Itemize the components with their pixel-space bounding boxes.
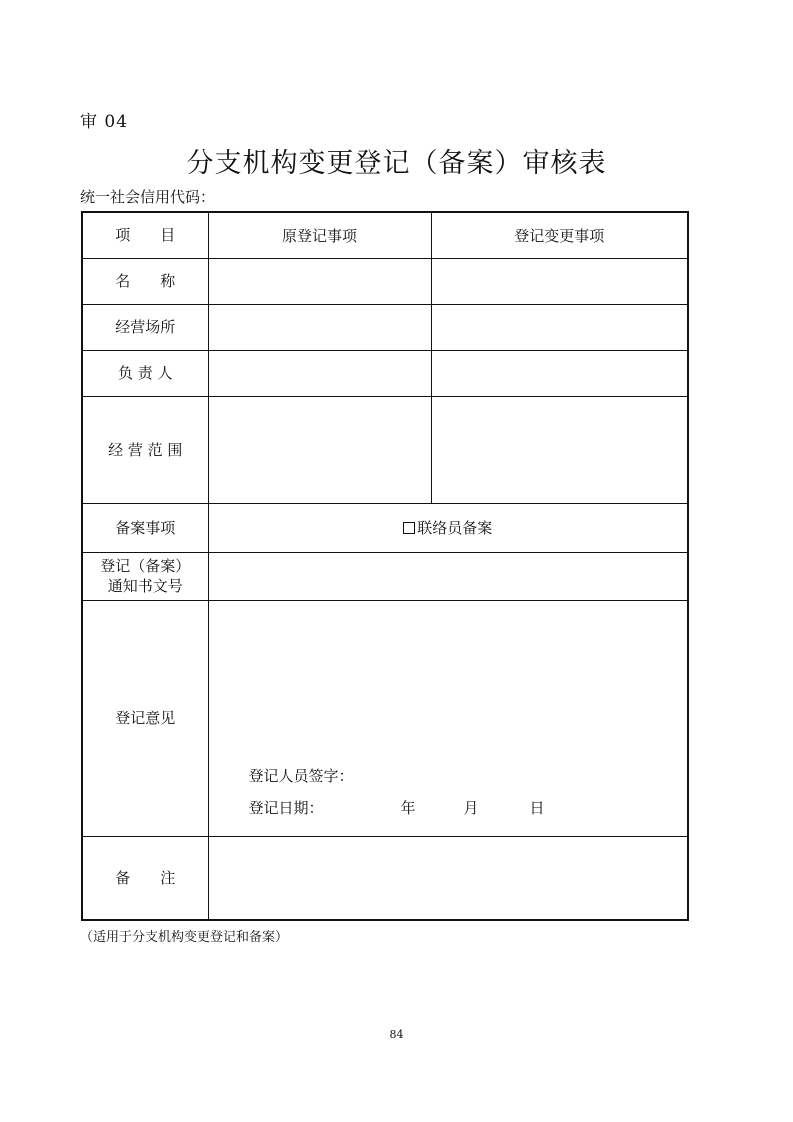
cell-name-changed[interactable] xyxy=(431,258,688,304)
cell-premises-original[interactable] xyxy=(208,304,431,350)
label-filing-items: 备案事项 xyxy=(82,503,208,552)
cell-name-original[interactable] xyxy=(208,258,431,304)
header-changed-items: 登记变更事项 xyxy=(431,212,688,258)
date-line xyxy=(248,797,545,818)
row-remarks xyxy=(82,836,688,920)
row-name xyxy=(82,258,688,304)
cell-premises-changed[interactable] xyxy=(431,304,688,350)
liaison-filing-label: 联络员备案 xyxy=(417,519,493,537)
row-premises xyxy=(82,304,688,350)
cell-opinion[interactable] xyxy=(208,600,688,836)
cell-remarks[interactable] xyxy=(208,836,688,920)
cell-notice-number[interactable] xyxy=(208,552,688,600)
cell-person-original[interactable] xyxy=(208,350,431,396)
review-form-table xyxy=(81,211,689,921)
document-title: 分支机构变更登记（备案）审核表 xyxy=(186,148,607,179)
liaison-filing-checkbox[interactable] xyxy=(403,519,492,537)
signer-label: 登记人员签字： xyxy=(248,766,354,785)
cell-scope-original[interactable] xyxy=(208,396,431,503)
label-name: 名 称 xyxy=(82,258,208,304)
date-label: 登记日期： xyxy=(248,798,324,817)
label-business-scope: 经 营 范 围 xyxy=(82,396,208,503)
cell-person-changed[interactable] xyxy=(431,350,688,396)
header-item: 项 目 xyxy=(82,212,208,258)
row-person-in-charge xyxy=(82,350,688,396)
row-opinion xyxy=(82,600,688,836)
label-notice-number xyxy=(82,552,208,600)
form-code: 审 04 xyxy=(80,112,129,132)
footnote: （适用于分支机构变更登记和备案） xyxy=(80,930,289,945)
credit-code-label: 统一社会信用代码： xyxy=(80,188,216,206)
label-remarks: 备 注 xyxy=(82,836,208,920)
checkbox-icon xyxy=(403,522,415,534)
row-filing-items xyxy=(82,503,688,552)
label-person-in-charge: 负 责 人 xyxy=(82,350,208,396)
row-business-scope xyxy=(82,396,688,503)
label-premises: 经营场所 xyxy=(82,304,208,350)
header-original-items: 原登记事项 xyxy=(208,212,431,258)
label-notice-number-line2: 通知书文号 xyxy=(107,577,183,595)
month-label: 月 xyxy=(463,798,479,817)
row-notice-number xyxy=(82,552,688,600)
label-opinion: 登记意见 xyxy=(82,600,208,836)
year-label: 年 xyxy=(400,798,416,817)
page-number: 84 xyxy=(389,1028,404,1041)
day-label: 日 xyxy=(529,798,545,817)
cell-scope-changed[interactable] xyxy=(431,396,688,503)
label-notice-number-line1: 登记（备案） xyxy=(100,557,191,575)
cell-filing-options xyxy=(208,503,688,552)
header-row xyxy=(82,212,688,258)
